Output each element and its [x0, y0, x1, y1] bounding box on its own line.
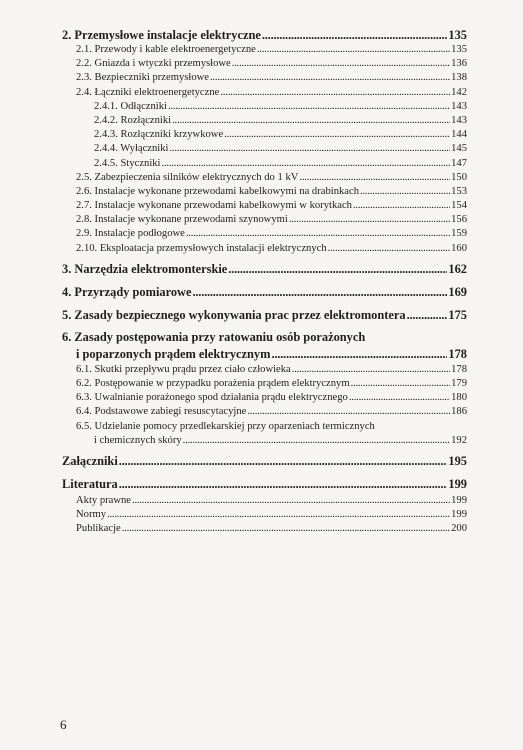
- toc-entry-title: 4. Przyrządy pomiarowe: [62, 284, 192, 299]
- toc-entry-title: 2.6. Instalacje wykonane przewodami kabelkowymi na drabinkach: [76, 185, 359, 197]
- toc-section-2-7[interactable]: [62, 199, 467, 213]
- toc-entry-title: 2.5. Zabezpieczenia silników elektrycznych do 1 kV: [76, 171, 299, 183]
- dot-leader: [193, 282, 448, 302]
- toc-entry-page: 160: [451, 242, 467, 254]
- toc-entry-page: 135: [448, 28, 467, 42]
- toc-subsection-2-4-4[interactable]: [62, 142, 467, 156]
- toc-section-2-1[interactable]: [62, 43, 467, 57]
- table-of-contents: [62, 27, 467, 537]
- toc-section-2-2[interactable]: [62, 57, 467, 71]
- toc-subsection-2-4-1[interactable]: [62, 100, 467, 114]
- toc-section-2-9[interactable]: [62, 227, 467, 241]
- toc-entry-page: 154: [451, 200, 467, 212]
- toc-entry-title: 2.4.4. Wyłączniki: [94, 143, 169, 155]
- toc-entry-page: 175: [448, 307, 467, 322]
- toc-section-2-8[interactable]: [62, 213, 467, 227]
- toc-entry-page: 178: [451, 363, 467, 375]
- toc-entry-page: 199: [451, 509, 467, 521]
- dot-leader: [247, 405, 450, 419]
- toc-entry-page: 156: [451, 214, 467, 226]
- toc-entry-page: 192: [451, 434, 467, 446]
- toc-entry-title: Akty prawne: [76, 494, 132, 506]
- toc-entry-title: 2.7. Instalacje wykonane przewodami kabelkowymi w korytkach: [76, 200, 352, 212]
- toc-entry-title: 2.4.2. Rozłączniki: [94, 114, 172, 126]
- toc-entry-page: 143: [451, 100, 467, 112]
- toc-entry-page: 135: [451, 44, 467, 55]
- toc-entry-title: 2. Przemysłowe instalacje elektryczne: [62, 28, 261, 42]
- toc-chapter-5[interactable]: [62, 305, 467, 325]
- toc-subsection-2-4-2[interactable]: [62, 114, 467, 128]
- dot-leader: [107, 508, 450, 522]
- toc-entry-page: 153: [451, 185, 467, 197]
- toc-entry-title-line1: 6.5. Udzielanie pomocy przedlekarskiej przy oparzeniach termicznych: [76, 420, 375, 432]
- toc-entry-page: 138: [451, 72, 467, 84]
- toc-bibliography-legal-acts[interactable]: [62, 494, 467, 508]
- toc-entry-title: Załączniki: [62, 453, 118, 468]
- toc-section-2-6[interactable]: [62, 185, 467, 199]
- toc-subsection-2-4-3[interactable]: [62, 128, 467, 142]
- toc-entry-title: 2.4.1. Odłączniki: [94, 100, 167, 112]
- dot-leader: [232, 57, 450, 71]
- toc-section-2-10[interactable]: [62, 242, 467, 256]
- dot-leader: [132, 494, 450, 508]
- toc-entry-title-line2: i poparzonych prądem elektrycznym: [76, 346, 271, 361]
- toc-entry-title: Normy: [76, 509, 107, 521]
- dot-leader: [122, 522, 450, 536]
- toc-entry-title-line2: i chemicznych skóry: [94, 434, 182, 446]
- toc-entry-page: 159: [451, 228, 467, 240]
- toc-entry-page: 162: [448, 261, 467, 276]
- toc-appendices[interactable]: [62, 451, 467, 471]
- toc-section-6-2[interactable]: [62, 377, 467, 391]
- toc-entry-page: 169: [448, 284, 467, 299]
- toc-entry-page: 179: [451, 378, 467, 389]
- toc-entry-page: 199: [451, 494, 467, 506]
- toc-entry-page: 195: [448, 453, 467, 468]
- dot-leader: [162, 157, 451, 171]
- toc-entry-page: 178: [448, 346, 467, 361]
- toc-chapter-3[interactable]: [62, 259, 467, 279]
- dot-leader: [257, 43, 450, 57]
- dot-leader: [299, 171, 450, 185]
- toc-entry-title: 2.10. Eksploatacja przemysłowych instalacji elektrycznych: [76, 242, 327, 254]
- toc-entry-title: 2.3. Bezpieczniki przemysłowe: [76, 72, 209, 84]
- toc-entry-page: 144: [451, 129, 467, 141]
- toc-section-6-1[interactable]: [62, 363, 467, 377]
- toc-entry-page: 145: [451, 143, 467, 155]
- toc-entry-page: 150: [451, 171, 467, 183]
- toc-chapter-4[interactable]: [62, 282, 467, 302]
- dot-leader: [119, 474, 448, 494]
- toc-chapter-2[interactable]: [62, 27, 467, 43]
- dot-leader: [292, 363, 450, 377]
- dot-leader: [228, 259, 447, 279]
- toc-bibliography[interactable]: [62, 474, 467, 494]
- toc-entry-title: 2.9. Instalacje podłogowe: [76, 228, 185, 240]
- dot-leader: [353, 199, 450, 213]
- toc-entry-title: 6.2. Postępowanie w przypadku porażenia prądem elektrycznym: [76, 378, 350, 389]
- dot-leader: [328, 242, 450, 256]
- dot-leader: [183, 434, 450, 448]
- toc-section-2-3[interactable]: [62, 71, 467, 85]
- toc-entry-page: 142: [451, 86, 467, 98]
- dot-leader: [289, 213, 450, 227]
- toc-entry-title: 2.4.5. Styczniki: [94, 157, 161, 169]
- toc-bibliography-publications[interactable]: [62, 522, 467, 536]
- dot-leader: [224, 128, 450, 142]
- toc-entry-page: 200: [451, 523, 467, 535]
- toc-section-2-4[interactable]: [62, 86, 467, 100]
- toc-entry-title-line2-row: [62, 434, 467, 448]
- dot-leader: [169, 142, 450, 156]
- toc-entry-title: Literatura: [62, 476, 118, 491]
- dot-leader: [360, 185, 450, 199]
- toc-entry-title: 2.2. Gniazda i wtyczki przemysłowe: [76, 58, 231, 70]
- toc-entry-page: 180: [451, 392, 467, 404]
- dot-leader: [407, 305, 448, 325]
- toc-section-6-4[interactable]: [62, 405, 467, 419]
- dot-leader: [168, 100, 450, 114]
- toc-entry-title: 6.3. Uwalnianie porażonego spod działania prądu elektrycznego: [76, 392, 348, 404]
- toc-entry-title: 2.4.3. Rozłączniki krzywkowe: [94, 129, 224, 141]
- toc-subsection-2-4-5[interactable]: [62, 157, 467, 171]
- toc-entry-page: 147: [451, 157, 467, 169]
- toc-entry-title: 2.1. Przewody i kable elektroenergetyczne: [76, 44, 256, 55]
- dot-leader: [351, 377, 451, 391]
- dot-leader: [172, 114, 450, 128]
- toc-entry-title-line2-row: [62, 345, 467, 363]
- dot-leader: [262, 27, 448, 43]
- toc-chapter-6[interactable]: [62, 329, 467, 363]
- toc-entry-page: 136: [451, 58, 467, 70]
- dot-leader: [210, 71, 450, 85]
- page-number: 6: [60, 717, 67, 732]
- dot-leader: [271, 345, 447, 363]
- toc-entry-title: 6.1. Skutki przepływu prądu przez ciało człowieka: [76, 363, 291, 375]
- toc-entry-title: 6.4. Podstawowe zabiegi resuscytacyjne: [76, 406, 247, 418]
- toc-entry-page: 199: [448, 476, 467, 491]
- toc-entry-title: 3. Narzędzia elektromonterskie: [62, 261, 228, 276]
- toc-section-6-3[interactable]: [62, 391, 467, 405]
- toc-entry-title: Publikacje: [76, 523, 121, 535]
- toc-entry-title: 5. Zasady bezpiecznego wykonywania prac przez elektromontera: [62, 307, 406, 322]
- toc-entry-title: 2.8. Instalacje wykonane przewodami szynowymi: [76, 214, 288, 226]
- toc-bibliography-standards[interactable]: [62, 508, 467, 522]
- dot-leader: [349, 391, 450, 405]
- toc-entry-title: 2.4. Łączniki elektroenergetyczne: [76, 86, 220, 98]
- dot-leader: [220, 86, 450, 100]
- toc-entry-page: 143: [451, 114, 467, 126]
- dot-leader: [119, 451, 448, 471]
- toc-entry-title-line1: 6. Zasady postępowania przy ratowaniu osób porażonych: [62, 329, 366, 344]
- toc-section-6-5[interactable]: [62, 420, 467, 448]
- dot-leader: [186, 227, 450, 241]
- toc-section-2-5[interactable]: [62, 171, 467, 185]
- toc-entry-page: 186: [451, 406, 467, 418]
